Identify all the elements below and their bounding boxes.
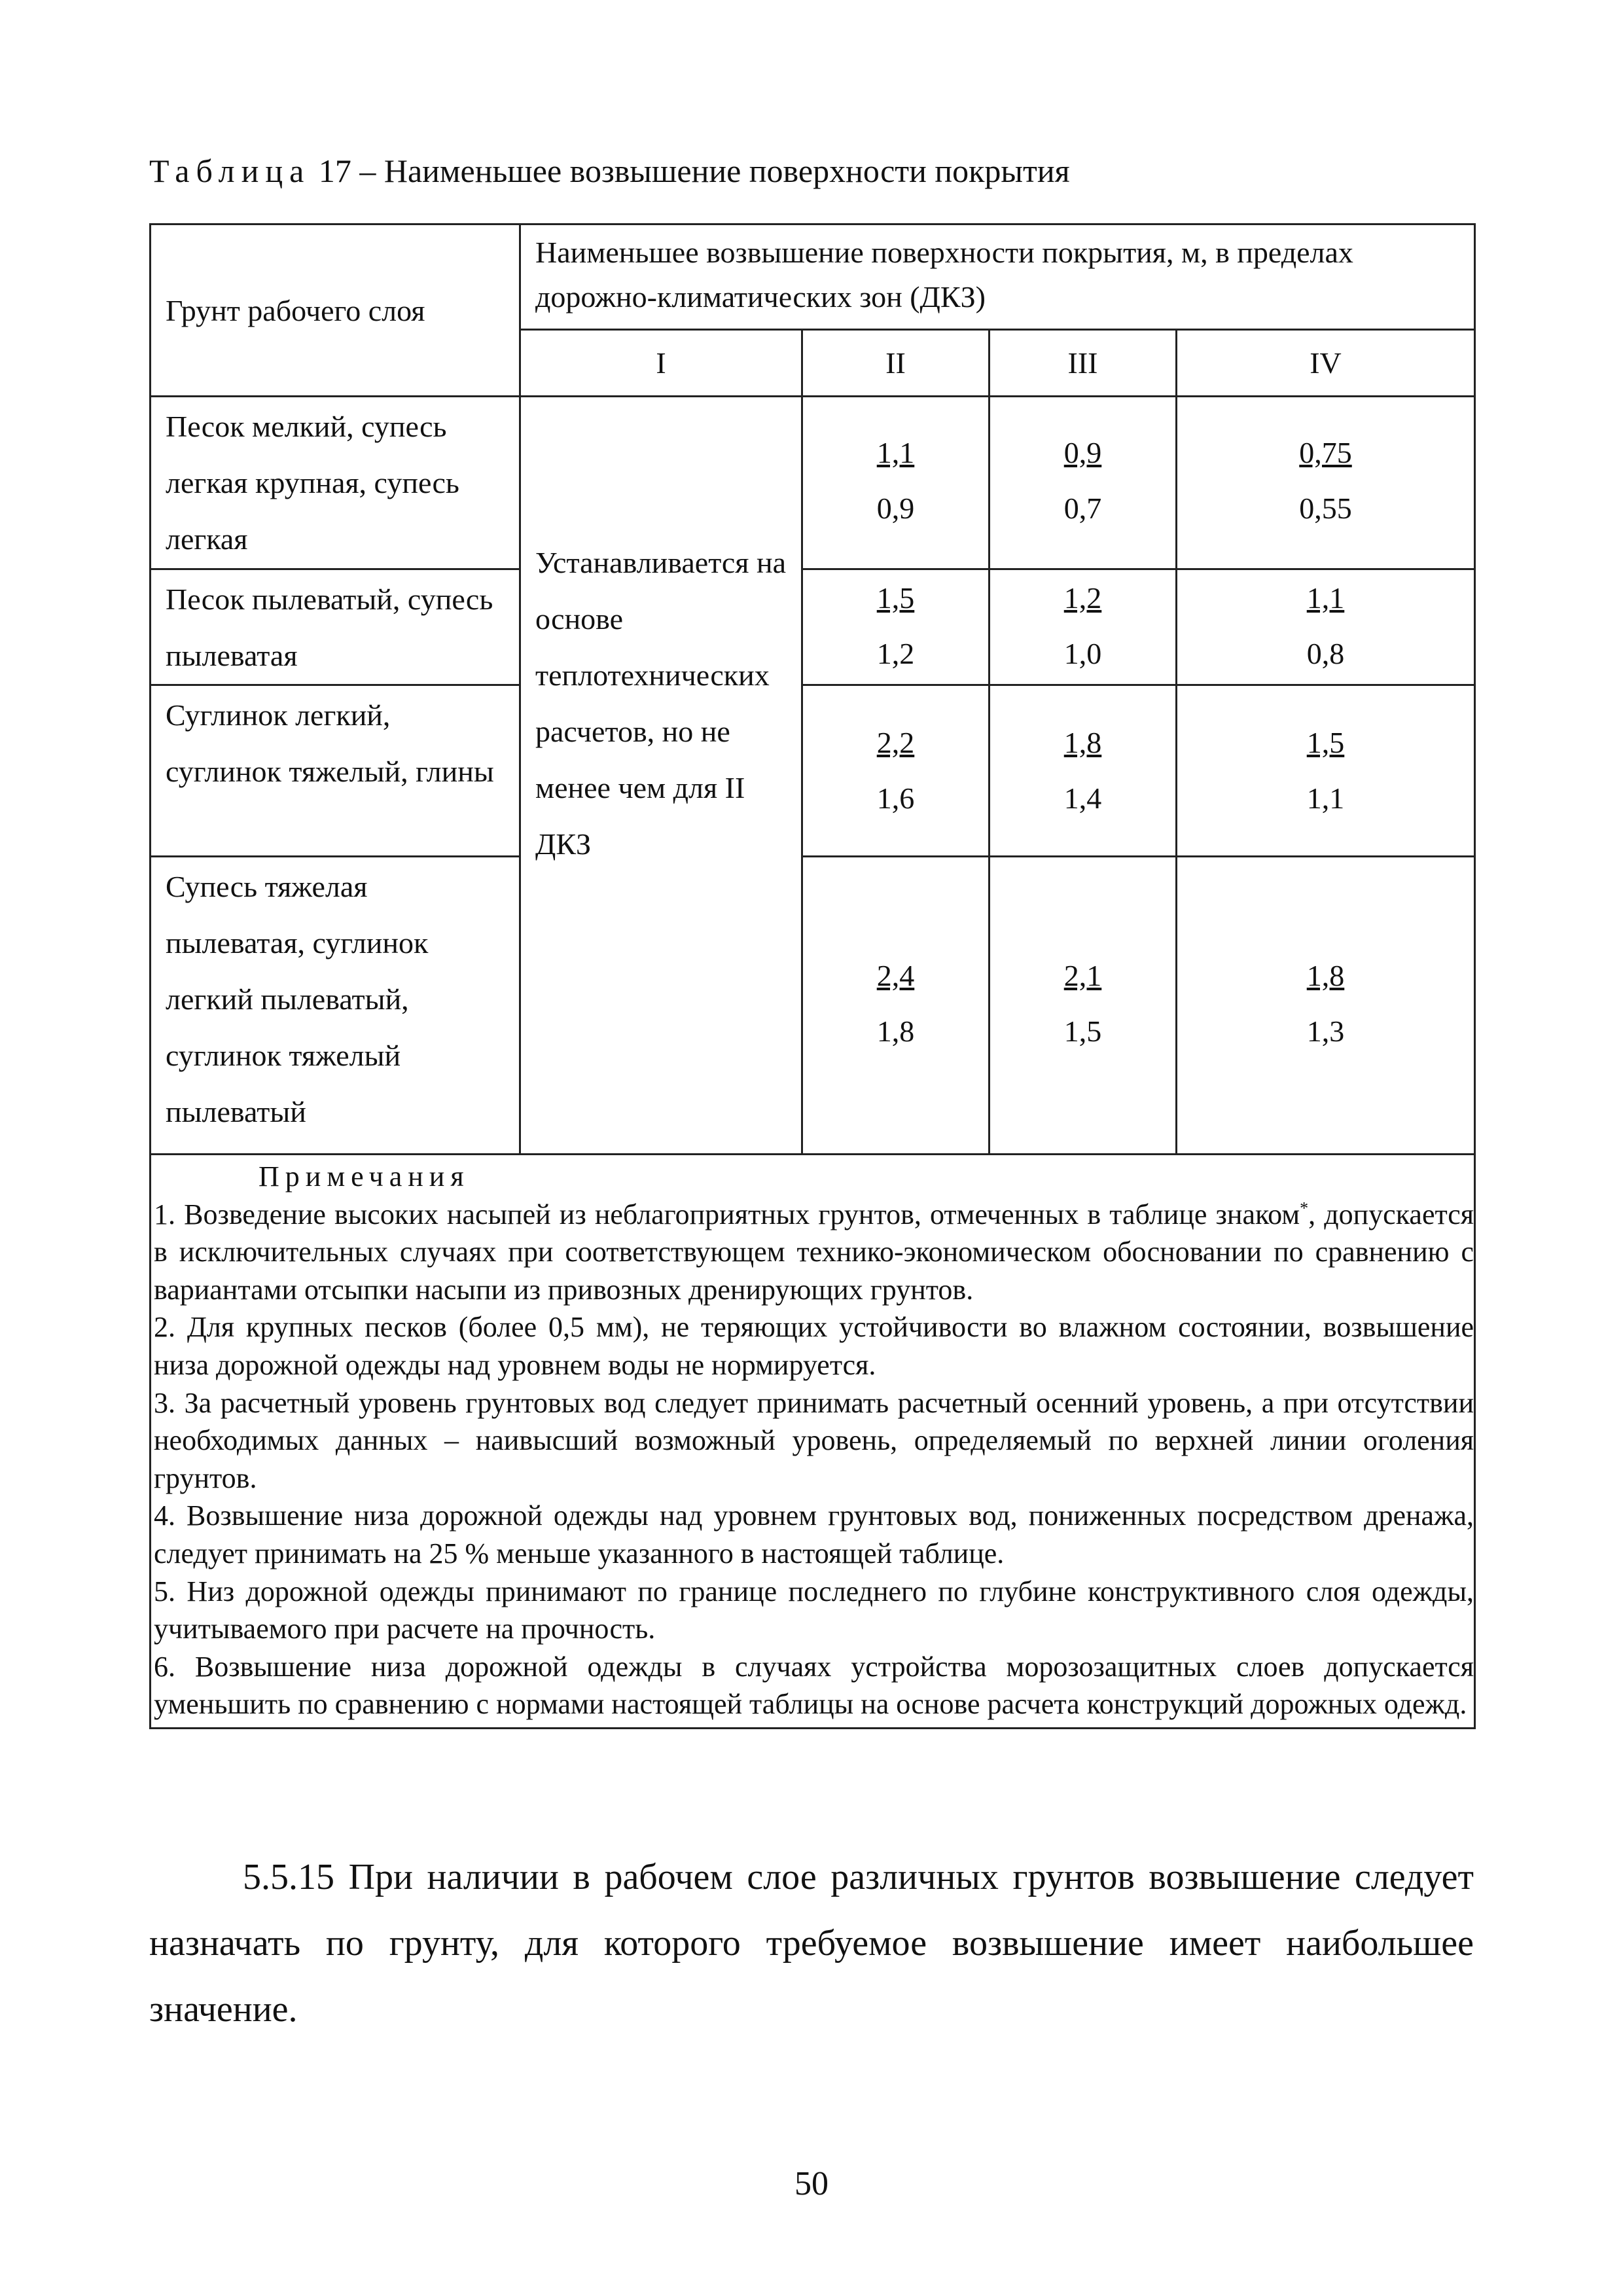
value-bottom: 1,5 [1063,1014,1102,1048]
table-row [151,569,1475,685]
table-row [151,857,1475,1155]
zone-header-2: II [802,330,990,397]
value-top: 1,8 [1063,726,1102,759]
value-bottom: 1,8 [876,1014,915,1048]
table-caption [149,154,1070,187]
value-top: 1,5 [876,581,915,615]
note-1-text-b: , допускается в исключительных случаях при соответствующем технико-экономическом обосновании по сравнению с вариантами отсыпки насыпи из привозных дренирующих грунтов. [154,1198,1474,1306]
value-bottom: 1,3 [1306,1014,1345,1048]
value-top: 2,4 [876,959,915,992]
notes-row [151,1155,1475,1729]
header-zones: Наименьшее возвышение поверхности покрытия, м, в пределах дорожно-климатических зон (ДКЗ) [520,224,1475,330]
soil-cell: Суглинок легкий, суглинок тяжелый, глины [151,685,520,857]
caption-title: 17 – Наименьшее возвышение поверхности покрытия [310,152,1070,189]
value-bottom: 0,55 [1299,492,1352,525]
value-cell [802,397,990,569]
value-bottom: 0,7 [1063,492,1102,525]
note-1-text-a: 1. Возведение высоких насыпей из неблагоприятных грунтов, отмеченных в таблице знаком [154,1198,1300,1230]
elevation-table [149,223,1476,1729]
header-soil: Грунт рабочего слоя [151,224,520,397]
value-top: 1,1 [1306,581,1345,615]
note-3: 3. За расчетный уровень грунтовых вод следует принимать расчетный осенний уровень, а при отсутствии необходимых данных – наивысший возможный уровень, определяемый по верхней линии оголения грунтов. [154,1386,1474,1494]
value-top: 2,2 [876,726,915,759]
value-top: 0,9 [1063,436,1102,469]
value-cell [1177,569,1475,685]
note-4: 4. Возвышение низа дорожной одежды над уровнем грунтовых вод, пониженных посредством дренажа, следует принимать на 25 % меньше указанного в настоящей таблице. [154,1499,1474,1570]
note-5: 5. Низ дорожной одежды принимают по границе последнего по глубине конструктивного слоя одежды, учитываемого при расчете на прочность. [154,1575,1474,1645]
asterisk-mark: * [1300,1198,1309,1217]
value-bottom: 1,0 [1063,637,1102,670]
notes-cell [151,1155,1475,1729]
value-cell [802,569,990,685]
zone-header-1: I [520,330,802,397]
value-cell [990,569,1177,685]
value-cell [990,857,1177,1155]
value-top: 2,1 [1063,959,1102,992]
note-6: 6. Возвышение низа дорожной одежды в случаях устройства морозозащитных слоев допускается уменьшить по сравнению с нормами настоящей таблицы на основе расчета конструкций дорожных одежд. [154,1650,1474,1721]
soil-cell: Песок пылеватый, супесь пылеватая [151,569,520,685]
zone-header-3: III [990,330,1177,397]
value-bottom: 1,1 [1306,781,1345,815]
note-2: 2. Для крупных песков (более 0,5 мм), не теряющих устойчивости во влажном состоянии, возвышение низа дорожной одежды над уровнем воды не нормируется. [154,1311,1474,1381]
notes-title: Примечания [259,1160,470,1193]
value-cell [1177,857,1475,1155]
value-top: 0,75 [1299,436,1352,469]
value-top: 1,2 [1063,581,1102,615]
value-top: 1,5 [1306,726,1345,759]
value-bottom: 0,8 [1306,637,1345,670]
value-bottom: 0,9 [876,492,915,525]
table-row [151,685,1475,857]
table-row [151,397,1475,569]
value-bottom: 1,6 [876,781,915,815]
caption-label: Таблица [149,152,311,189]
body-paragraph: 5.5.15 При наличии в рабочем слое различных грунтов возвышение следует назначать по грунту, для которого требуемое возвышение имеет наибольшее значение. [149,1857,1474,2030]
soil-cell: Песок мелкий, супесь легкая крупная, супесь легкая [151,397,520,569]
value-cell [990,397,1177,569]
value-cell [1177,397,1475,569]
page-number: 50 [794,2165,829,2202]
value-bottom: 1,4 [1063,781,1102,815]
value-bottom: 1,2 [876,637,915,670]
zone1-note-cell: Устанавливается на основе теплотехнических расчетов, но не менее чем для II ДКЗ [520,397,802,1155]
value-top: 1,8 [1306,959,1345,992]
zone-header-4: IV [1177,330,1475,397]
value-top: 1,1 [876,436,915,469]
soil-cell: Супесь тяжелая пылеватая, суглинок легкий пылеватый, суглинок тяжелый пылеватый [151,857,520,1155]
value-cell [1177,685,1475,857]
value-cell [802,685,990,857]
value-cell [802,857,990,1155]
note-1 [154,1196,1474,1309]
value-cell [990,685,1177,857]
